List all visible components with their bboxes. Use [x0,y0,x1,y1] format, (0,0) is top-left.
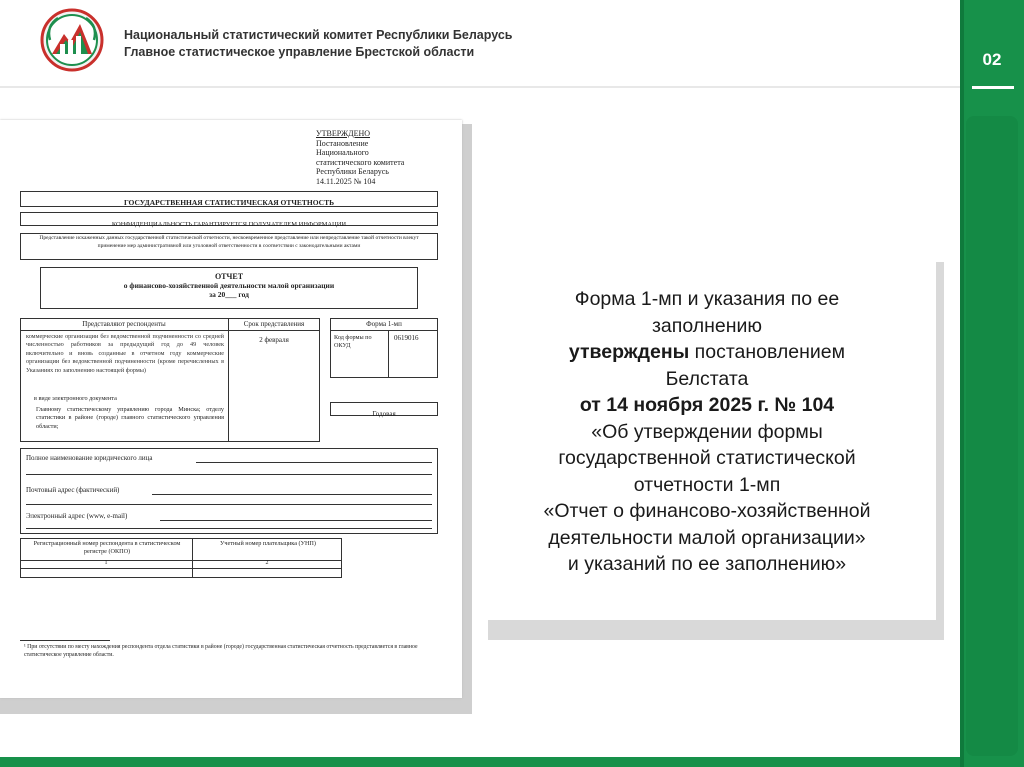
col-1: 1 [104,560,108,566]
confidential-box [20,212,438,226]
col-deadline: Срок представления [243,320,305,328]
side-panel [966,116,1018,756]
message-line: Форма 1-мп и указания по ее [574,288,840,310]
message-line: заполнению [651,314,763,337]
fill-line [152,494,432,495]
okud-label: Код формы по ОКУД [334,334,372,349]
report-title: ОТЧЕТ [214,272,244,281]
approval-stamp [316,129,404,186]
scanned-form-1mp [0,120,462,698]
message-bold: утверждены [568,341,690,363]
report-subtitle: о финансово-хозяйственной деятельности малой организации [123,281,335,290]
table-rule [20,330,320,331]
organization-title [124,27,512,61]
org-line-2: Главное статистическое управление Брестской области [124,45,475,59]
bottom-bar [0,757,960,767]
fill-line [26,474,432,475]
message-line: отчетности 1-мп [633,473,781,496]
message-line [478,339,936,366]
message-line: от 14 ноября 2025 г. № 104 [579,394,835,416]
confidential-label: КОНФИДЕНЦИАЛЬНОСТЬ ГАРАНТИРУЕТСЯ ПОЛУЧАТЕЛЕМ ИНФОРМАЦИИ [111,221,347,228]
state-reporting-label: ГОСУДАРСТВЕННАЯ СТАТИСТИЧЕСКАЯ ОТЧЕТНОСТЬ [123,198,335,207]
right-side-bar [960,0,1024,767]
electronic-label: в виде электронного документа [34,395,117,402]
fill-line [26,504,432,505]
fill-line [160,520,432,521]
form-label: Форма 1-мп [366,320,402,328]
approved-line: 14.11.2025 № 104 [316,176,376,186]
postal-label: Почтовый адрес (фактический) [26,486,120,494]
reg-number-label: Регистрационный номер респондента в статистическом регистре (ОКПО) [33,540,181,555]
main-office-text: Главному статистическому управлению города Минска; отделу статистики в районе (городе) главного статистического управления области; [36,406,224,430]
table-divider [388,330,389,378]
message-line: Белстата [665,367,749,390]
col-respondents: Представляют респонденты [82,320,166,328]
message-text: постановлением [689,341,846,363]
unp-label: Учетный номер плательщика (УНП) [220,540,316,547]
page-number-underline [972,86,1014,89]
warning-box [20,233,438,260]
fill-line [196,462,432,463]
header-divider [0,86,960,88]
email-label: Электронный адрес (www, e-mail) [26,512,128,520]
table-rule [330,330,438,331]
page-number: 02 [982,50,1002,69]
belstat-logo [40,8,104,72]
header [0,0,960,90]
approval-message-box [478,250,936,620]
message-line: «Об утверждении формы [591,420,823,443]
approved-line: Республики Беларусь [316,167,389,176]
table-rule [20,568,342,569]
respondents-text: коммерческие организации без ведомственной подчиненности со средней численностью работников за предыдущий год до 49 человек включительно и вновь созданные в отчетном году коммерческие организации без ведомственной подчиненности (кроме перечисленных в Указаниях по заполнению настоящей формы) [26,333,224,374]
col-2: 2 [265,560,269,566]
okud-value: 0619016 [394,334,419,342]
footnote: ¹ При отсутствии по месту нахождения респондента отдела статистики в районе (городе) государственная статистическая отчетность представляется в главное статистическое управление области. [24,644,418,658]
warning-text: Представление искаженных данных государственной статистической отчетности, несвоевременное представление или непредставление такой отчетности влекут применение мер административной или уголовной ответственности в соответствии с законодательными актами [39,235,419,249]
message-line: и указаний по ее заполнению» [567,553,847,575]
approved-line: статистического комитета [316,157,405,167]
footnote-rule [20,640,110,641]
fill-line [26,528,432,529]
approved-line: Постановление [316,138,369,148]
message-line: государственной статистической [558,447,856,469]
report-year: за 20___ год [209,290,249,299]
report-title-box [40,267,418,309]
approved-line: Национального [316,148,369,157]
org-line-1: Национальный статистический комитет Республики Беларусь [124,28,513,42]
periodicity-box [330,402,438,416]
message-line: деятельности малой организации» [548,526,866,549]
approval-message [478,286,936,578]
approved-title: УТВЕРЖДЕНО [316,129,371,138]
table-divider [192,538,193,578]
periodicity: Годовая [372,410,396,418]
side-stripe [960,0,964,767]
state-reporting-box [20,191,438,207]
message-line: «Отчет о финансово-хозяйственной [543,500,871,522]
deadline-value: 2 февраля [259,336,289,344]
full-name-label: Полное наименование юридического лица [26,454,153,462]
